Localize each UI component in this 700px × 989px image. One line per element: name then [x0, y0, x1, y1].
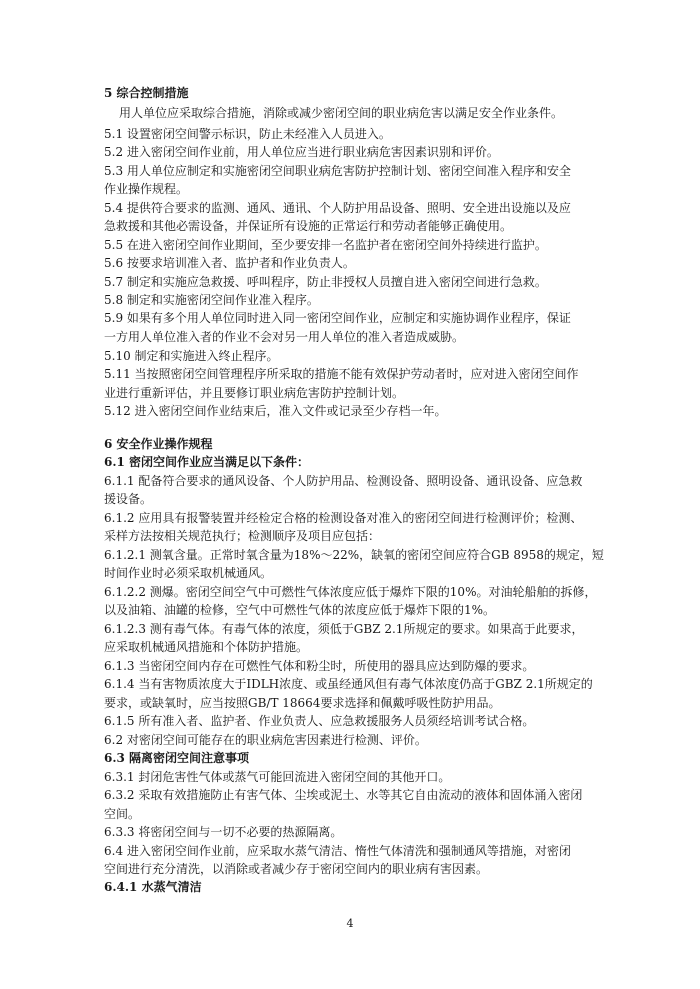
text-line: 6.1.4 当有害物质浓度大于IDLH浓度、或虽经通风但有毒气体浓度仍高于GBZ 2.1所规定的 — [104, 677, 593, 691]
section-heading: 6.1 密闭空间作业应当满足以下条件： — [104, 455, 310, 469]
text-line: 6.1.2 应用具有报警装置并经检定合格的检测设备对准入的密闭空间进行检测评价；检测、 — [104, 511, 583, 525]
text-line: 援设备。 — [104, 492, 153, 506]
page-number: 4 — [346, 917, 354, 930]
text-line: 一方用人单位准入者的作业不会对另一用人单位的准入者造成威胁。 — [104, 330, 465, 344]
text-line: 用人单位应采取综合措施，消除或减少密闭空间的职业病危害以满足安全作业条件。 — [119, 106, 564, 120]
text-line: 5.8 制定和实施密闭空间作业准入程序。 — [104, 293, 319, 307]
text-line: 时间作业时必须采取机械通风。 — [104, 566, 273, 580]
text-line: 急救援和其他必需设备，并保证所有设施的正常运行和劳动者能够正确使用。 — [104, 219, 513, 233]
text-line: 6.4 进入密闭空间作业前，应采取水蒸气清洁、惰性气体清洗和强制通风等措施，对密闭 — [104, 844, 571, 858]
text-line: 6.1.5 所有准入者、监护者、作业负责人、应急救援服务人员须经培训考试合格。 — [104, 714, 535, 728]
text-line: 5.2 进入密闭空间作业前，用人单位应当进行职业病危害因素识别和评价。 — [104, 145, 499, 159]
text-line: 应采取机械通风措施和个体防护措施。 — [104, 640, 309, 654]
text-line: 空间。 — [104, 807, 141, 821]
section-heading: 5 综合控制措施 — [104, 86, 189, 100]
text-line: 5.4 提供符合要求的监测、通风、通讯、个人防护用品设备、照明、安全进出设施以及应 — [104, 201, 571, 215]
text-line: 6.1.3 当密闭空间内存在可燃性气体和粉尘时，所使用的器具应达到防爆的要求。 — [104, 659, 535, 673]
text-line: 以及油箱、油罐的检修，空气中可燃性气体的浓度应低于爆炸下限的1%。 — [104, 603, 496, 617]
text-line: 要求，或缺氧时，应当按照GB/T 18664要求选择和佩戴呼吸性防护用品。 — [104, 696, 501, 710]
text-line: 6.3.1 封闭危害性气体或蒸气可能回流进入密闭空间的其他开口。 — [104, 770, 451, 784]
section-heading: 6.4.1 水蒸气清洁 — [104, 880, 202, 894]
text-line: 6.1.2.1 测氧含量。正常时氧含量为18%～22%，缺氧的密闭空间应符合GB 8958的规定，短 — [104, 548, 604, 562]
text-line: 6.2 对密闭空间可能存在的职业病危害因素进行检测、评价。 — [104, 733, 427, 747]
text-line: 5.7 制定和实施应急救援、呼叫程序，防止非授权人员擅自进入密闭空间进行急救。 — [104, 275, 547, 289]
text-line: 6.1.2.2 测爆。密闭空间空气中可燃性气体浓度应低于爆炸下限的10%。对油轮船舶的拆修， — [104, 585, 597, 599]
text-line: 6.3.3 将密闭空间与一切不必要的热源隔离。 — [104, 825, 343, 839]
text-line: 采样方法按相关规范执行；检测顺序及项目应包括： — [104, 529, 381, 543]
text-line: 6.3.2 采取有效措施防止有害气体、尘埃或泥土、水等其它自由流动的液体和固体涌入密闭 — [104, 788, 583, 802]
text-line: 5.6 按要求培训准入者、监护者和作业负责人。 — [104, 256, 355, 270]
text-line: 5.1 设置密闭空间警示标识，防止未经准入人员进入。 — [104, 127, 391, 141]
text-line: 作业操作规程。 — [104, 182, 189, 196]
text-line: 6.1.2.3 测有毒气体。有毒气体的浓度，须低于GBZ 2.1所规定的要求。如果高于此要求， — [104, 622, 584, 636]
text-line: 5.9 如果有多个用人单位同时进入同一密闭空间作业，应制定和实施协调作业程序，保证 — [104, 311, 571, 325]
text-line: 5.10 制定和实施进入终止程序。 — [104, 349, 279, 363]
text-line: 5.3 用人单位应制定和实施密闭空间职业病危害防护控制计划、密闭空间准入程序和安全 — [104, 164, 571, 178]
section-heading: 6.3 隔离密闭空间注意事项 — [104, 751, 250, 765]
section-heading: 6 安全作业操作规程 — [104, 437, 213, 451]
text-line: 5.5 在进入密闭空间作业期间，至少要安排一名监护者在密闭空间外持续进行监护。 — [104, 238, 547, 252]
text-line: 6.1.1 配备符合要求的通风设备、个人防护用品、检测设备、照明设备、通讯设备、应急救 — [104, 474, 583, 488]
text-line: 业进行重新评估，并且要修订职业病危害防护控制计划。 — [104, 386, 405, 400]
text-line: 5.12 进入密闭空间作业结束后，准入文件或记录至少存档一年。 — [104, 404, 447, 418]
text-line: 空间进行充分清洗，以消除或者减少存于密闭空间内的职业病有害因素。 — [104, 862, 489, 876]
text-line: 5.11 当按照密闭空间管理程序所采取的措施不能有效保护劳动者时，应对进入密闭空间作 — [104, 367, 579, 381]
